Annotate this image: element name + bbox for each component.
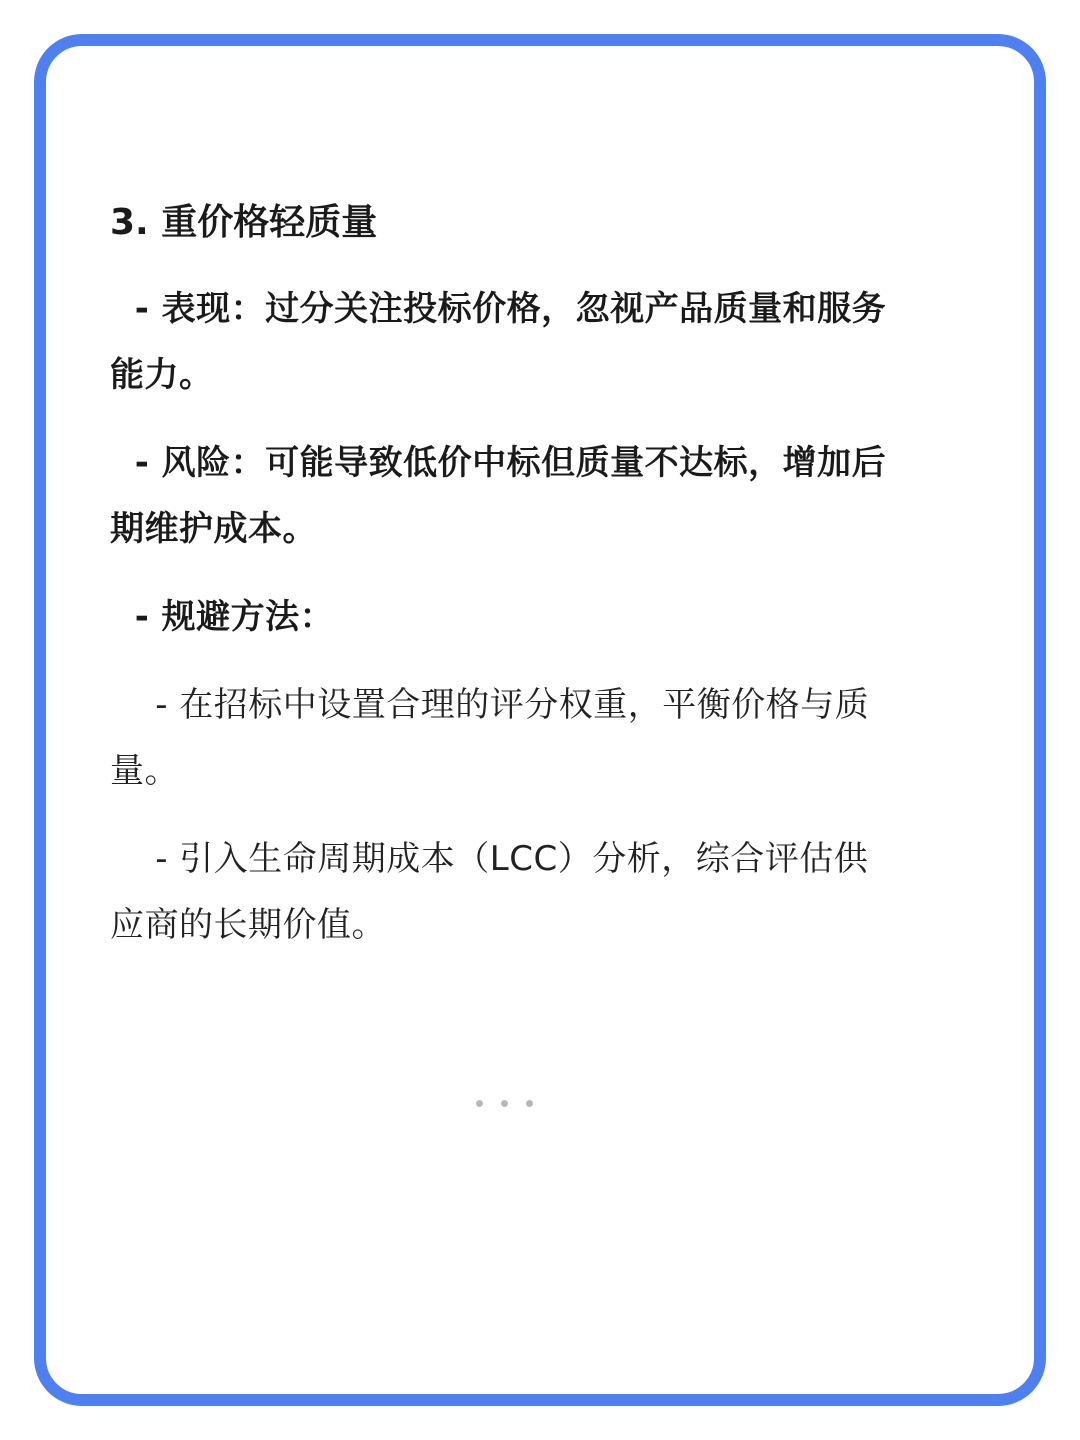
bullet-avoidance-methods: - 规避方法： bbox=[110, 597, 335, 637]
sub-bullet-lcc-analysis: - 引入生命周期成本（LCC）分析，综合评估供应商的长期价值。 bbox=[110, 839, 869, 945]
article-content bbox=[110, 192, 900, 980]
dot-indicator bbox=[501, 1100, 508, 1107]
bullet-performance: - 表现：过分关注投标价格，忽视产品质量和服务能力。 bbox=[110, 289, 887, 395]
dot-indicator bbox=[526, 1100, 533, 1107]
section-title: 3. 重价格轻质量 bbox=[110, 202, 378, 243]
pagination-dots bbox=[476, 1100, 533, 1107]
dot-indicator bbox=[476, 1100, 483, 1107]
sub-bullet-scoring-weight: - 在招标中设置合理的评分权重，平衡价格与质量。 bbox=[110, 685, 870, 791]
bullet-risk: - 风险：可能导致低价中标但质量不达标，增加后期维护成本。 bbox=[110, 443, 887, 549]
